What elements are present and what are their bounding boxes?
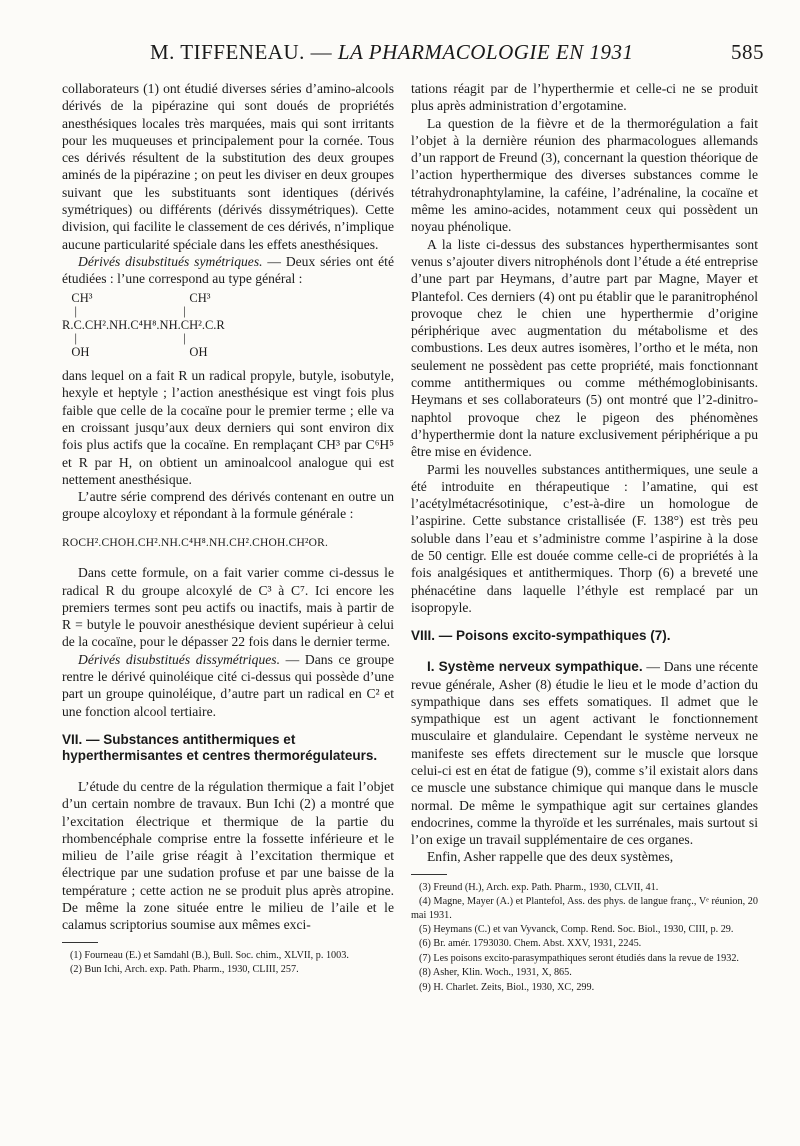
paragraph: Dans cette formule, on a fait varier comme ci-dessus le radical R du groupe alcoxylé de C³ à C⁷. Ici encore les premiers termes sont peu actifs ou inactifs, mais à partir de R = butyle le pouvoir anesthésique devient supérieur à celui de la cocaïne, pour le dépasser 22 fois dans le dernier terme. — [62, 565, 394, 650]
footnote-divider — [62, 942, 98, 943]
running-header — [62, 40, 772, 74]
footnote: (3) Freund (H.), Arch. exp. Path. Pharm., 1930, CLVII, 41. — [419, 881, 659, 893]
paragraph: Dérivés disubstitués symétriques. — Deux séries ont été étudiées : l’une correspond au type général : — [62, 253, 394, 287]
section-heading: VII. — Substances antithermiques et hyperthermisantes et centres thermorégulateurs. — [62, 731, 378, 763]
footnote: (4) Magne, Mayer (A.) et Plantefol, Ass. des phys. de langue franç., Vᵉ réunion, 20 mai 1931. — [411, 896, 758, 921]
paragraph: A la liste ci-dessus des substances hyperthermisantes sont venus s’ajouter divers nitrophénols dont l’étude a été entreprise d’une part par Heymans, d’autre part par Magne, Mayer et Plantefol. Ces derniers (4) ont pu établir que le paranitrophénol provoque chez le chien une hyperthermie d’origine périphérique avec augmentation du métabolisme et des combustions. Les deux autres isomères, l’ortho et le méta, non seulement ne possèdent pas cette propriété, mais fonctionnant comme antithermiques ou comme méthémoglobinisants. Heymans et ses collaborateurs (5) ont montré que l’2-dinitro-naphtol provoque chez le pigeon des phénomènes d’hyperthermie dont la nature exclusivement périphérique a pu être mise en évidence. — [411, 236, 758, 460]
page-number: 585 — [731, 40, 764, 64]
paragraph: Parmi les nouvelles substances antithermiques, une seule a été introduite en thérapeutique : l’amatine, qui est l’acétylmétacrésotinique, c’est-à-dire un homologue de l’aspirine. Cette substance cristallisée (F. 138°) est très peu soluble dans l’eau et s’administre comme l’aspirine à la dose de 50 centigr. Elle est douée comme celle-ci de propriétés à la fois analgésiques et antithermiques. Thorp (6) a breveté une phénacétine dans laquelle l’éthyle est remplacé par un isopropyle. — [411, 461, 758, 615]
paragraph: dans lequel on a fait R un radical propyle, butyle, isobutyle, hexyle et heptyle ; l’action anesthésique est vingt fois plus faible que celle de la cocaïne pour le premier terme ; elle va en croissant jusqu’aux deux derniers qui sont environ dix fois plus actifs que la cocaïne. En remplaçant CH³ par C⁶H⁵ et R par H, on obtient un aminoalcool analogue qui est nettement anesthésique. — [62, 368, 394, 487]
paragraph: Dérivés disubstitués dissymétriques. — Dans ce groupe rentre le dérivé quinoléique cité ci-dessus qui possède d’une part un groupe quinoléique, d’autre part un radical en C² et une fonction alcool tertiaire. — [62, 651, 394, 719]
right-column — [411, 80, 758, 995]
footnote: (8) Asher, Klin. Woch., 1931, X, 865. — [419, 967, 572, 979]
paragraph: tations réagit par de l’hyperthermie et celle-ci ne se produit plus après administration d’ergotamine. — [411, 81, 758, 114]
header-journal-title: LA PHARMACOLOGIE EN 1931 — [337, 40, 634, 64]
section-heading: VIII. — Poisons excito-sympathiques (7). — [411, 628, 671, 644]
chemical-formula: ROCH².CHOH.CH².NH.C⁴H⁸.NH.CH².CHOH.CH²OR. — [62, 536, 329, 549]
paragraph: Enfin, Asher rappelle que des deux systèmes, — [427, 849, 674, 865]
paragraph: La question de la fièvre et de la thermorégulation a fait l’objet à la dernière réunion des pharmacologues allemands d’un rapport de Freund (3), concernant la question théorique de l’action hyperthermique des diverses substances comme le tétrahydronaphtylamine, la caféine, l’adrénaline, la cocaïne et même les amino-acides, notamment ceux qui possèdent un noyau phénolique. — [411, 115, 758, 235]
footnote: (7) Les poisons excito-parasympathiques seront étudiés dans la revue de 1932. — [419, 952, 739, 964]
left-column — [62, 80, 394, 977]
paragraph: L’étude du centre de la régulation thermique a fait l’objet d’un certain nombre de travaux. Bun Ichi (2) a montré que l’excitation électrique et thermique de la partie du rhombencéphale comprise entre la fossette inférieure et le milieu de l’aile grise réagit à l’excitation thermique et électrique par une sudation profuse et par une baisse de la température ; cette action ne se produit plus après atropine. De même la zone située entre le milieu de l’aile et le calamus scriptorius soumise aux mêmes exci- — [62, 778, 394, 933]
paragraph: collaborateurs (1) ont étudié diverses séries d’amino-alcools dérivés de la pipérazine qui sont doués de propriétés anesthésiques locales très marquées, mais qui sont irritants pour les muqueuses et principalement pour la cornée. Tous ces dérivés résultent de la substitution des deux groupes aminés de la pipérazine ; on peut les diviser en deux groupes suivant que les substituants sont identiques (dérivés symétriques) ou différents (dérivés dissymétriques). Cette division, qui facilite le classement de ces dérivés, n’implique aucune particularité spéciale dans les effets anesthésiques. — [62, 81, 394, 252]
header-title: M. TIFFENEAU. — LA PHARMACOLOGIE EN 1931 — [150, 40, 634, 64]
footnotes — [411, 881, 758, 994]
footnote: (2) Bun Ichi, Arch. exp. Path. Pharm., 1930, CLIII, 257. — [70, 963, 299, 975]
chemical-formula: CH³ CH³ | | R.C.CH².NH.C⁴H⁸.NH.CH².C.R | | OH OH — [62, 290, 225, 359]
footnote-divider — [411, 874, 447, 875]
footnote: (1) Fourneau (E.) et Samdahl (B.), Bull. Soc. chim., XLVII, p. 1003. — [70, 949, 349, 961]
paragraph: L’autre série comprend des dérivés contenant en outre un groupe alcoyloxy et répondant à la formule générale : — [62, 489, 394, 522]
paragraph: I. Système nerveux sympathique. — Dans une récente revue générale, Asher (8) étudie le lieu et le mode d’action du sympathique dans ses effets somatiques. Il admet que le sympathique est un agent activant le fonctionnement musculaire et glandulaire. Cependant le système nerveux ne manifeste ses effets directement sur le muscle que lorsque celui-ci est en état de fatigue (9), comme s’il existait alors dans ce muscle une substance chimique qui manque dans le muscle normal. De même le sympathique agit sur certaines glandes endocrines, comme la thyroïde et les surrénales, mais surtout si l’on exige un travail supplémentaire de ces organes. — [411, 659, 758, 848]
footnote: (6) Br. amér. 1793030. Chem. Abst. XXV, 1931, 2245. — [419, 938, 642, 950]
footnotes — [62, 949, 394, 977]
footnote: (9) H. Charlet. Zeits, Biol., 1930, XC, 299. — [419, 981, 595, 993]
footnote: (5) Heymans (C.) et van Vyvanck, Comp. Rend. Soc. Biol., 1930, CIII, p. 29. — [419, 923, 734, 935]
header-author: M. TIFFENEAU. — [150, 40, 305, 64]
